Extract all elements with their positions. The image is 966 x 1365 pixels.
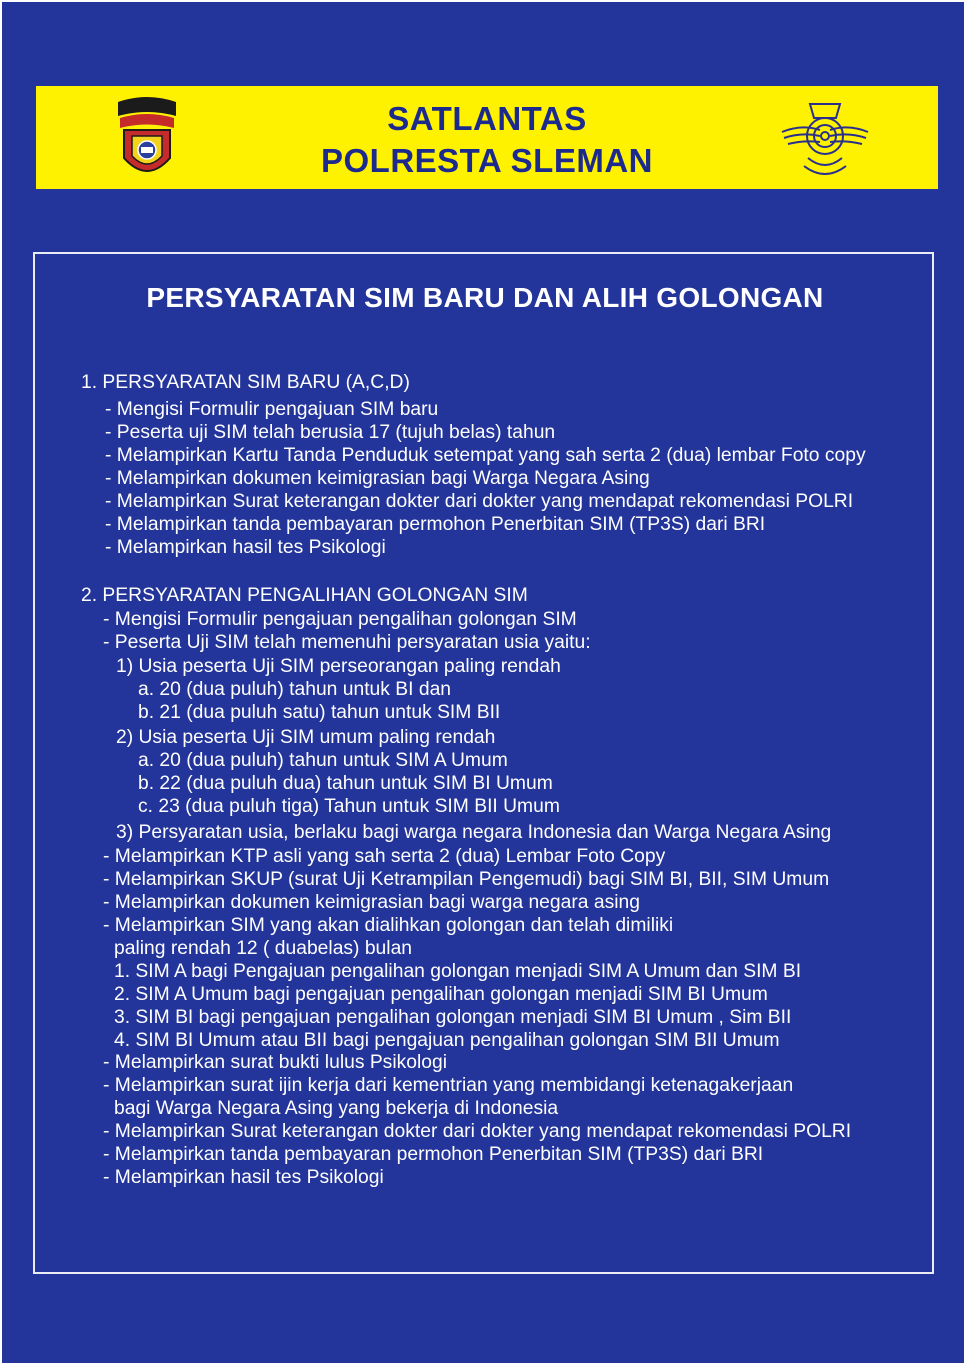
list-item: - Mengisi Formulir pengajuan SIM baru: [105, 399, 439, 420]
list-item: - Melampirkan Surat keterangan dokter dari dokter yang mendapat rekomendasi POLRI: [105, 491, 854, 512]
list-item: - Peserta uji SIM telah berusia 17 (tujuh belas) tahun: [105, 422, 556, 443]
banner-title-line1: SATLANTAS: [387, 100, 587, 137]
section-2-title: 2. PERSYARATAN PENGALIHAN GOLONGAN SIM: [81, 585, 528, 606]
list-item: a. 20 (dua puluh) tahun untuk BI dan: [138, 679, 452, 700]
list-item: b. 22 (dua puluh dua) tahun untuk SIM BI Umum: [138, 773, 553, 794]
list-item: b. 21 (dua puluh satu) tahun untuk SIM BII: [138, 702, 501, 723]
list-item: - Melampirkan tanda pembayaran permohon Penerbitan SIM (TP3S) dari BRI: [105, 514, 766, 535]
section-1-title: 1. PERSYARATAN SIM BARU (A,C,D): [81, 372, 410, 393]
list-item: - Melampirkan hasil tes Psikologi: [105, 537, 386, 558]
list-item: 3) Persyaratan usia, berlaku bagi warga negara Indonesia dan Warga Negara Asing: [116, 822, 832, 843]
korlantas-winged-emblem-icon: [780, 96, 870, 180]
list-item: bagi Warga Negara Asing yang bekerja di Indonesia: [114, 1098, 559, 1119]
list-item: 1. SIM A bagi Pengajuan pengalihan golongan menjadi SIM A Umum dan SIM BI: [114, 961, 802, 982]
list-item: - Melampirkan KTP asli yang sah serta 2 (dua) Lembar Foto Copy: [103, 846, 666, 867]
list-item: paling rendah 12 ( duabelas) bulan: [114, 938, 413, 959]
list-item: - Melampirkan hasil tes Psikologi: [103, 1167, 384, 1188]
list-item: c. 23 (dua puluh tiga) Tahun untuk SIM BII Umum: [138, 796, 560, 817]
list-item: a. 20 (dua puluh) tahun untuk SIM A Umum: [138, 750, 508, 771]
list-item: - Melampirkan SKUP (surat Uji Ketrampilan Pengemudi) bagi SIM BI, BII, SIM Umum: [103, 869, 830, 890]
list-item: 2. SIM A Umum bagi pengajuan pengalihan golongan menjadi SIM BI Umum: [114, 984, 768, 1005]
list-item: - Peserta Uji SIM telah memenuhi persyaratan usia yaitu:: [103, 632, 591, 653]
banner-title-line2: POLRESTA SLEMAN: [320, 142, 653, 179]
list-item: - Melampirkan surat ijin kerja dari kementrian yang membidangi ketenagakerjaan: [103, 1075, 794, 1096]
header-banner: [36, 86, 938, 189]
list-item: 1) Usia peserta Uji SIM perseorangan paling rendah: [116, 656, 561, 677]
list-item: - Melampirkan surat bukti lulus Psikologi: [103, 1052, 447, 1073]
page-title: PERSYARATAN SIM BARU DAN ALIH GOLONGAN: [146, 282, 824, 313]
list-item: 2) Usia peserta Uji SIM umum paling rendah: [116, 727, 496, 748]
list-item: - Mengisi Formulir pengajuan pengalihan golongan SIM: [103, 609, 577, 630]
list-item: - Melampirkan dokumen keimigrasian bagi warga negara asing: [103, 892, 640, 913]
list-item: - Melampirkan tanda pembayaran permohon Penerbitan SIM (TP3S) dari BRI: [103, 1144, 764, 1165]
list-item: 3. SIM BI bagi pengajuan pengalihan golongan menjadi SIM BI Umum , Sim BII: [114, 1007, 792, 1028]
poster: [2, 2, 964, 1363]
list-item: 4. SIM BI Umum atau BII bagi pengajuan pengalihan golongan SIM BII Umum: [114, 1030, 780, 1051]
list-item: - Melampirkan SIM yang akan dialihkan golongan dan telah dimiliki: [103, 915, 674, 936]
list-item: - Melampirkan Surat keterangan dokter dari dokter yang mendapat rekomendasi POLRI: [103, 1121, 852, 1142]
list-item: - Melampirkan dokumen keimigrasian bagi Warga Negara Asing: [105, 468, 650, 489]
list-item: - Melampirkan Kartu Tanda Penduduk setempat yang sah serta 2 (dua) lembar Foto copy: [105, 445, 866, 466]
